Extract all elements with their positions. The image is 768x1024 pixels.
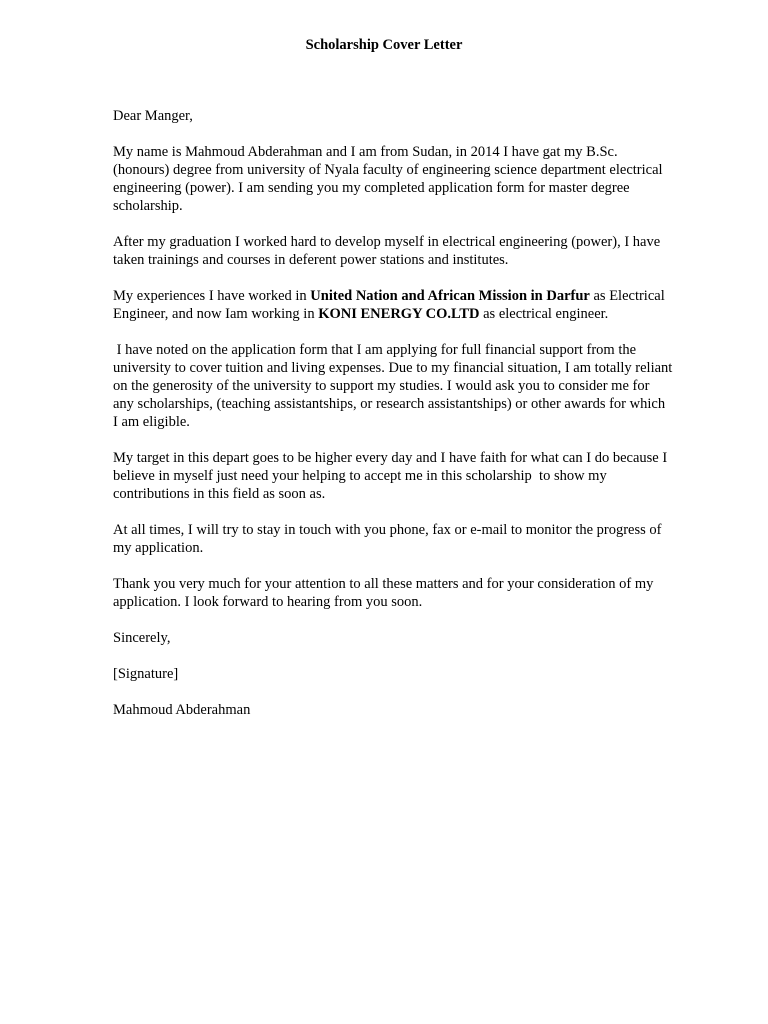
paragraph-experience xyxy=(113,287,673,323)
experience-text-3: as electrical engineer. xyxy=(479,306,609,322)
paragraph-target: My target in this depart goes to be higher every day and I have faith for what can I do because I believe in myself just need your helping to accept me in this scholarship to show my contributions in this field as soon as. xyxy=(113,450,671,502)
closing: Sincerely, xyxy=(113,630,171,646)
paragraph-financial: I have noted on the application form that I am applying for full financial support from the university to cover tuition and living expenses. Due to my financial situation, I am totally reliant on the generosity of the university to support my studies. I would ask you to consider me for any scholarships, (teaching assistantships, or research assistantships) or other awards for which I am eligible. xyxy=(113,342,676,430)
paragraph-thanks: Thank you very much for your attention to all these matters and for your consideration of my application. I look forward to hearing from you soon. xyxy=(113,576,654,610)
paragraph-introduction: My name is Mahmoud Abderahman and I am from Sudan, in 2014 I have gat my B.Sc. (honours) degree from university of Nyala faculty of engineering science department electrical engineering (power). I am sending you my completed application form for master degree scholarship. xyxy=(113,144,663,214)
experience-text-2: as Electrical Engineer, and now Iam working in xyxy=(113,288,665,322)
signature-placeholder: [Signature] xyxy=(113,666,179,682)
paragraph-contact: At all times, I will try to stay in touch with you phone, fax or e-mail to monitor the progress of my application. xyxy=(113,522,662,556)
document-title: Scholarship Cover Letter xyxy=(305,37,463,53)
experience-text-1: My experiences I have worked in xyxy=(113,288,311,304)
salutation: Dear Manger, xyxy=(113,108,193,124)
experience-employer-2: KONI ENERGY CO.LTD xyxy=(318,306,480,322)
experience-employer-1: United Nation and African Mission in Darfur xyxy=(310,288,590,304)
sender-name: Mahmoud Abderahman xyxy=(113,702,251,718)
paragraph-graduation: After my graduation I worked hard to develop myself in electrical engineering (power), I have taken trainings and courses in deferent power stations and institutes. xyxy=(113,234,661,268)
letter-body xyxy=(113,107,676,719)
